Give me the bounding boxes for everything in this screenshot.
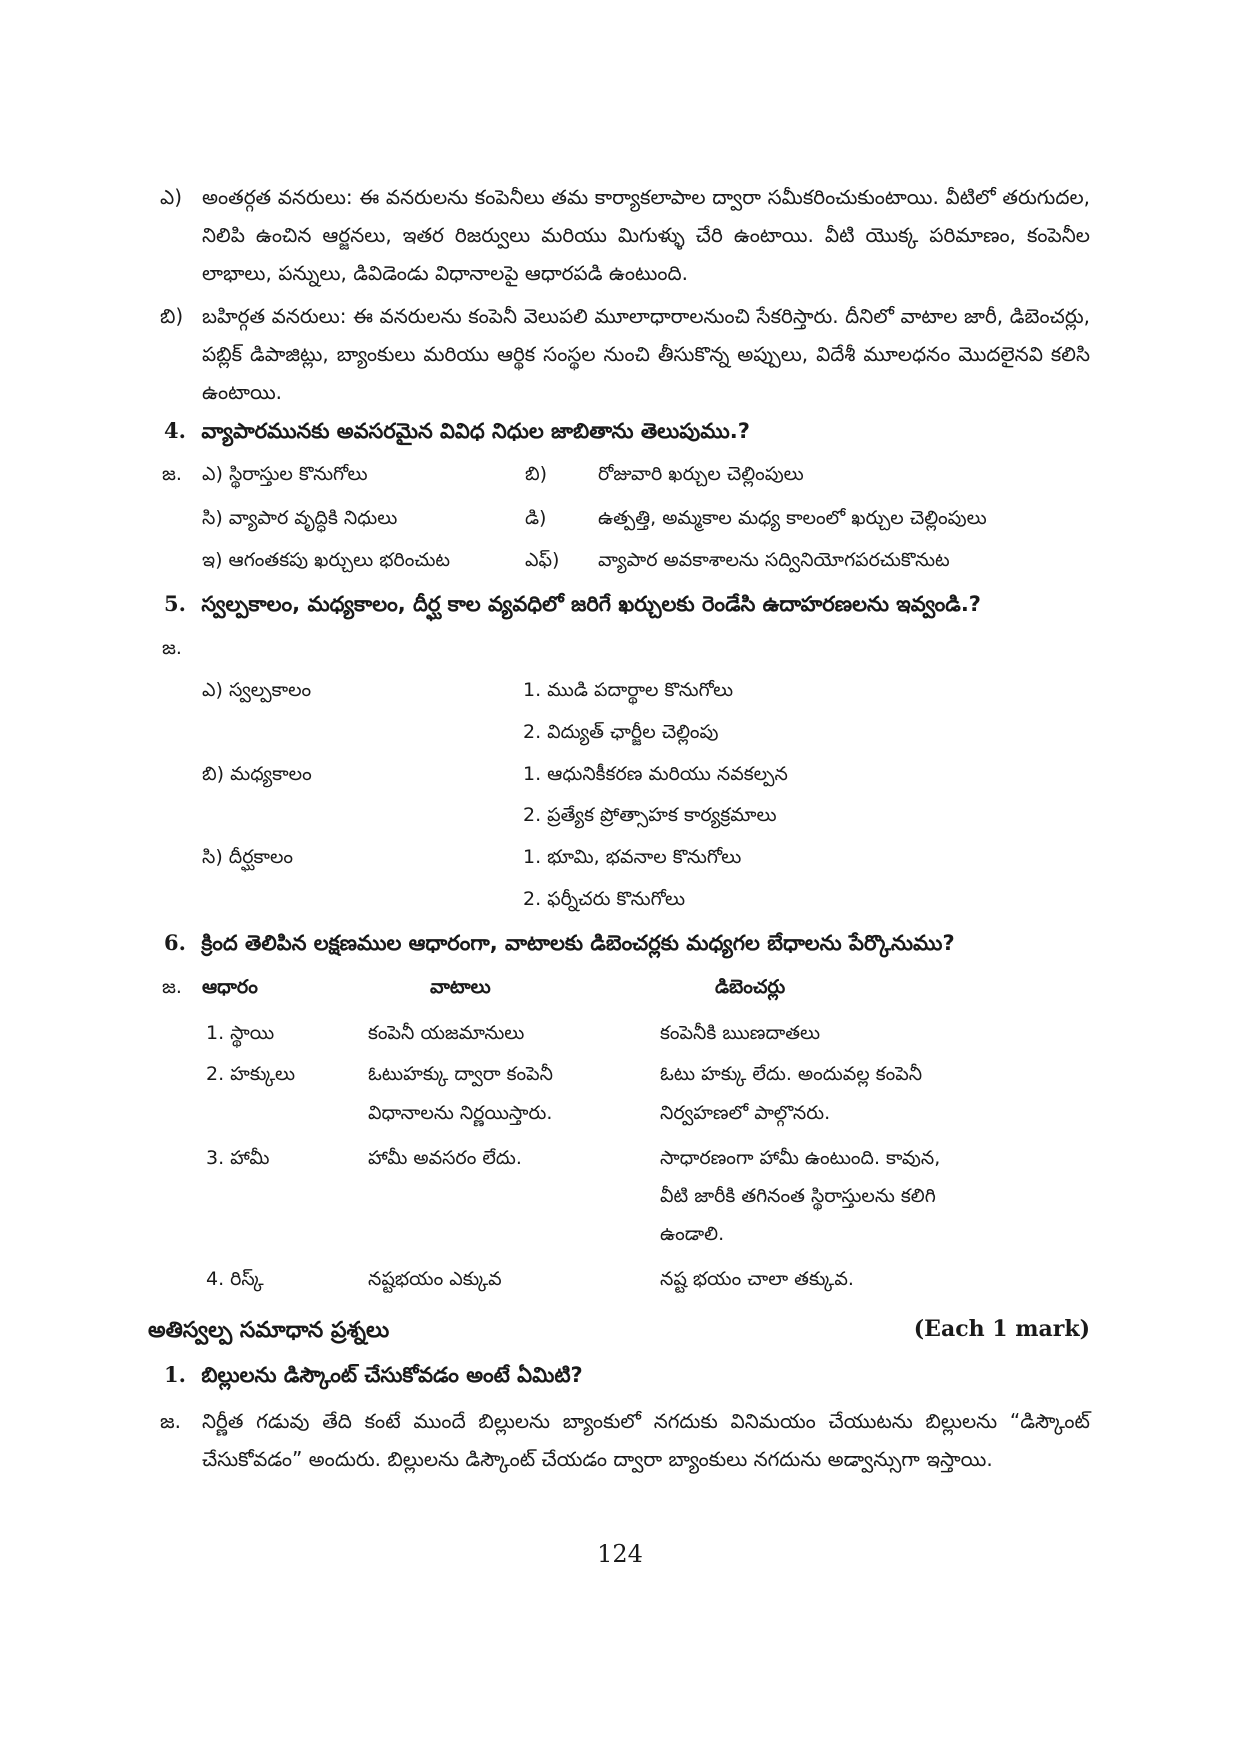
section-marks: (Each 1 mark) [913, 1316, 1090, 1342]
section-heading: అతిస్వల్ప సమాధాన ప్రశ్నలు [148, 1318, 390, 1343]
paragraph-internal-sources [160, 178, 1090, 292]
paragraph-text: బహిర్గత వనరులు: ఈ వనరులను కంపెనీ వెలుపలి మూలాధారాలనుంచి సేకరిస్తారు. దీనిలో వాటాల జారీ, డిబెంచర్లు, పబ్లిక్ డిపాజిట్లు, బ్యాంకులు మరియు ఆర్థిక సంస్థల నుంచి తీసుకొన్న అప్పులు, విదేశీ మూలధనం మొదలైనవి కలిసి ఉంటాయి. [202, 304, 1090, 404]
table-cell-debentures: నిర్వహణలో పాల్గొనరు. [660, 1102, 831, 1124]
table-cell-basis: 2. హక్కులు [206, 1063, 296, 1085]
question-text: స్వల్పకాలం, మధ్యకాలం, దీర్ఘ కాల వ్యవధిలో జరిగే ఖర్చులకు రెండేసి ఉదాహరణలను ఇవ్వండి.? [201, 592, 981, 616]
list-item: 1. భూమి, భవనాల కొనుగోలు [523, 846, 742, 868]
list-item: 2. విద్యుత్ ఛార్జీల చెల్లింపు [523, 721, 719, 743]
answer-paragraph [160, 1402, 1090, 1478]
table-cell-debentures: సాధారణంగా హామీ ఉంటుంది. కావున, [660, 1147, 941, 1169]
table-cell-debentures: ఓటు హక్కు లేదు. అందువల్ల కంపెనీ [660, 1063, 923, 1085]
table-header-debentures: డిబెంచర్లు [715, 976, 786, 998]
question-6 [164, 928, 1104, 958]
table-cell-shares: ఓటుహక్కు ద్వారా కంపెనీ [368, 1063, 554, 1085]
table-cell-shares: విధానాలను నిర్ణయిస్తారు. [368, 1102, 553, 1124]
list-item: ఇ) ఆగంతకపు ఖర్చులు భరించుట [202, 549, 451, 571]
list-item: సి) వ్యాపార వృద్ధికి నిధులు [202, 507, 398, 529]
list-item: ఎ) స్థిరాస్తుల కొనుగోలు [202, 463, 368, 485]
paragraph-text: అంతర్గత వనరులు: ఈ వనరులను కంపెనీలు తమ కార్యాకలాపాల ద్వారా సమీకరించుకుంటాయి. వీటిలో తరుగుదల, నిలిపి ఉంచిన ఆర్జనలు, ఇతర రిజర్వులు మరియు మిగుళ్ళు చేరి ఉంటాయి. వీటి యొక్క పరిమాణం, కంపెనీల లాభాలు, పన్నులు, డివిడెండు విధానాలపై ఆధారపడి ఉంటుంది. [202, 185, 1090, 285]
table-header-basis: ఆధారం [202, 976, 258, 998]
list-item: 2. ఫర్నీచరు కొనుగోలు [523, 888, 686, 910]
period-label: ఎ) స్వల్పకాలం [202, 679, 312, 701]
list-item-marker: ఎఫ్) [525, 549, 560, 571]
table-cell-debentures: వీటి జారీకి తగినంత స్థిరాస్తులను కలిగి [660, 1185, 936, 1207]
paragraph-external-sources [160, 297, 1090, 411]
question-number: 6. [164, 930, 186, 955]
table-cell-basis: 4. రిస్క్ [206, 1268, 264, 1290]
question-text: బిల్లులను డిస్కౌంట్ చేసుకోవడం అంటే ఏమిటి? [201, 1363, 583, 1387]
table-cell-shares: హామీ అవసరం లేదు. [368, 1147, 522, 1169]
table-cell-debentures: కంపెనీకి ఋణదాతలు [660, 1022, 821, 1044]
answer-label: జ. [162, 976, 182, 998]
list-item: 1. ఆధునికీకరణ మరియు నవకల్పన [523, 763, 788, 785]
period-label: సి) దీర్ఘకాలం [202, 846, 294, 868]
question-5 [164, 589, 1104, 619]
table-cell-shares: కంపెనీ యజమానులు [368, 1022, 525, 1044]
list-item-marker: బి) [525, 463, 548, 485]
very-short-question-1 [164, 1360, 1104, 1390]
answer-label: జ. [160, 1409, 181, 1433]
table-cell-debentures: ఉండాలి. [660, 1223, 725, 1245]
page-number: 124 [597, 1540, 643, 1568]
list-item: వ్యాపార అవకాశాలను సద్వినియోగపరచుకొనుట [598, 549, 950, 571]
answer-text: నిర్ణీత గడువు తేది కంటే ముందే బిల్లులను బ్యాంకులో నగదుకు వినిమయం చేయుటను బిల్లులను “డిస్కౌంట్ చేసుకోవడం” అందురు. బిల్లులను డిస్కౌంట్ చేయడం ద్వారా బ్యాంకులు నగదును అడ్వాన్సుగా ఇస్తాయి. [202, 1409, 1090, 1471]
paragraph-label: ఎ) [160, 185, 183, 209]
question-number: 1. [164, 1362, 186, 1387]
question-text: క్రింద తెలిపిన లక్షణముల ఆధారంగా, వాటాలకు డిబెంచర్లకు మధ్యగల బేధాలను పేర్కొనుము? [201, 931, 955, 955]
table-cell-debentures: నష్ట భయం చాలా తక్కువ. [660, 1268, 854, 1290]
table-cell-shares: నష్టభయం ఎక్కువ [368, 1268, 502, 1290]
period-label: బి) మధ్యకాలం [202, 763, 312, 785]
table-cell-basis: 3. హామీ [206, 1147, 270, 1169]
list-item: ఉత్పత్తి, అమ్మకాల మధ్య కాలంలో ఖర్చుల చెల్లింపులు [598, 507, 987, 529]
question-4 [164, 416, 1104, 446]
answer-label: జ. [162, 463, 182, 485]
question-text: వ్యాపారమునకు అవసరమైన వివిధ నిధుల జాబితాను తెలుపుము.? [201, 419, 750, 443]
table-header-shares: వాటాలు [430, 976, 491, 998]
list-item: 2. ప్రత్యేక ప్రోత్సాహక కార్యక్రమాలు [523, 804, 777, 826]
list-item-marker: డి) [525, 507, 547, 529]
question-number: 4. [164, 418, 186, 443]
list-item: రోజువారి ఖర్చుల చెల్లింపులు [598, 463, 804, 485]
list-item: 1. ముడి పదార్థాల కొనుగోలు [523, 679, 734, 701]
answer-label: జ. [162, 637, 182, 659]
table-cell-basis: 1. స్థాయి [206, 1022, 275, 1044]
question-number: 5. [164, 591, 186, 616]
paragraph-label: బి) [160, 304, 184, 328]
